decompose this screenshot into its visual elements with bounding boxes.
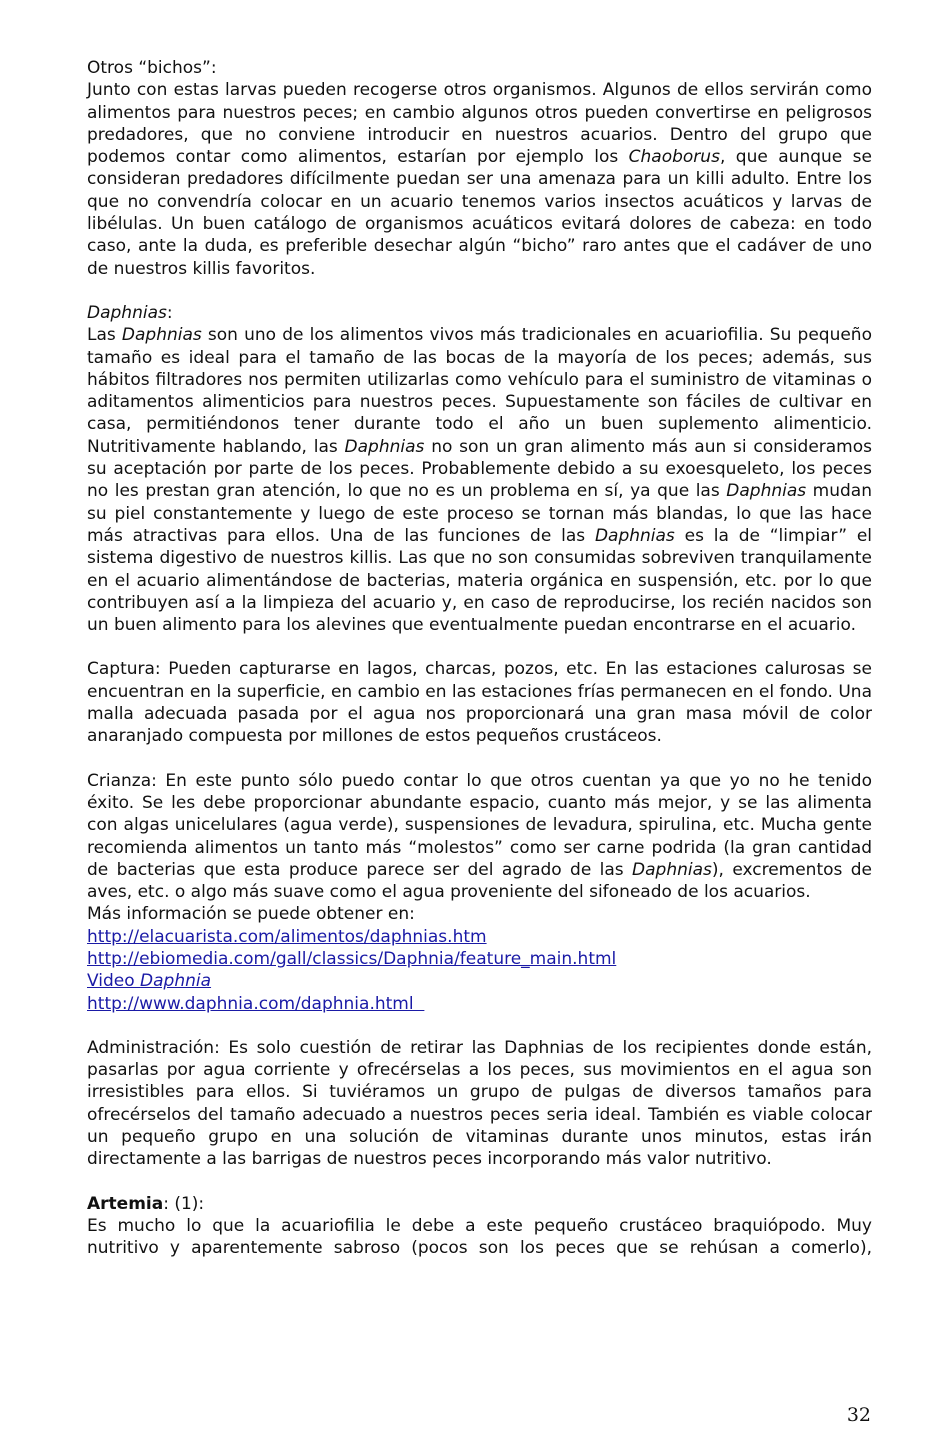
italic-term: Daphnias	[87, 302, 167, 323]
text-run: mudan su piel constantemente y luego de este proceso se tornan más blandas, lo que las hace más atractivas para ellos. Una de las funciones de las	[87, 481, 872, 546]
spacer	[87, 280, 872, 302]
section-heading-otros-bichos	[87, 57, 872, 79]
text-run: no son un gran alimento más aun si consideramos su aceptación por parte de los peces. Probablemente debido a su exoesqueleto, los peces no les prestan gran atención, lo que no es un problema en sí, ya que las	[87, 436, 873, 502]
italic-term: Daphnias	[121, 325, 202, 346]
bold-term: Artemia	[87, 1193, 164, 1214]
text-run: Administración: Es solo cuestión de retirar las Daphnias de los recipientes donde están, pasarlas por agua corriente y ofrecérselas a los peces, sus movimientos en el agua son irresistibles para ellos. Si tuviéramos un grupo de pulgas de diversos tamaños para ofrecérselos del tamaño adecuado a nuestros peces seria ideal. También es viable colocar un pequeño grupo en una solución de vitaminas durante unos minutos, estas irán directamente a las barrigas de nuestros peces incorporando más valor nutritivo.	[87, 1037, 872, 1170]
text-run: Es mucho lo que la acuariofilia le debe a este pequeño crustáceo braquiópodo. Muy nutritivo y aparentemente sabroso (pocos son los peces que se rehúsan a comerlo),	[87, 1215, 872, 1259]
link-daphnia-com[interactable]: http://www.daphnia.com/daphnia.html	[87, 993, 425, 1014]
italic-term: Chaoborus	[628, 147, 720, 168]
italic-term: Daphnias	[594, 525, 675, 546]
heading-text: Otros “bichos”:	[87, 58, 217, 78]
text-run: Captura: Pueden capturarse en lagos, charcas, pozos, etc. En las estaciones calurosas se encuentran en la superficie, en cambio en las estaciones frías permanecen en el fondo. Una malla adecuada pasada por el agua nos proporcionará una gran masa móvil de color anaranjado compuesta por millones de estos pequeños crustáceos.	[87, 659, 872, 747]
paragraph-crianza	[87, 770, 872, 904]
link-italic-text: Daphnia	[140, 971, 212, 992]
page-number: 32	[846, 1404, 871, 1426]
paragraph-administracion	[87, 1037, 872, 1171]
text-run: Crianza: En este punto sólo puedo contar lo que otros cuentan ya que yo no he tenido éxito. Se les debe proporcionar abundante espacio, cuanto más mejor, y se las alimenta con algas unicelulares (agua verde), suspensiones de levadura, spirulina, etc. Mucha gente recomienda alimentos un tanto más “molestos” como ser carne podrida (la gran cantidad de bacterias que esta produce parece ser del agrado de las	[87, 770, 872, 880]
page-body	[87, 57, 872, 1260]
text-run: , que aunque se consideran predadores difícilmente puedan ser una amenaza para un killi adulto. Entre los que no convendría colocar en un acuario tenemos varios insectos acuáticos y larvas de libélulas. Un buen catálogo de organismos acuáticos evitará dolores de cabeza: en todo caso, ante la duda, es preferible desechar algún “bicho” raro antes que el cadáver de uno de nuestros killis favoritos.	[87, 147, 872, 279]
text-run: Junto con estas larvas pueden recogerse otros organismos. Algunos de ellos servirán como alimentos para nuestros peces; en cambio algunos otros pueden convertirse en peligrosos predadores, que no conviene introducir en nuestros acuarios. Dentro del grupo que podemos contar como alimentos, estarían por ejemplo los	[87, 80, 872, 168]
link-ebiomedia[interactable]: http://ebiomedia.com/gall/classics/Daphnia/feature_main.html	[87, 948, 617, 969]
spacer	[87, 748, 872, 770]
spacer	[87, 1015, 872, 1037]
italic-term: Daphnias	[726, 481, 807, 502]
text-run: es la de “limpiar” el sistema digestivo de nuestros killis. Las que no son consumidas sobreviven tranquilamente en el acuario alimentándose de bacterias, materia orgánica en suspensión, etc. por lo que contribuyen así a la limpieza del acuario y, en caso de reproducirse, los recién nacidos son un buen alimento para los alevines que eventualmente puedan encontrarse en el acuario.	[87, 525, 873, 636]
link-text: Video	[87, 971, 141, 992]
paragraph-otros-bichos	[87, 79, 872, 280]
text-run: Las	[87, 325, 122, 346]
section-heading-daphnias	[87, 302, 872, 324]
text-run: :	[166, 302, 173, 323]
paragraph-captura	[87, 658, 872, 747]
text-run: son uno de los alimentos vivos más tradicionales en acuariofilia. Su pequeño tamaño es ideal para el tamaño de las bocas de la mayoría de los peces; además, sus hábitos filtradores nos permiten utilizarlas como vehículo para el suministro de vitaminas o aditamentos alimenticios para nuestros peces. Supuestamente son fáciles de cultivar en casa, permitiéndonos tener durante todo el año un buen suplemento alimenticio. Nutritivamente hablando, las	[87, 325, 872, 457]
text-run: Más información se puede obtener en:	[87, 904, 415, 925]
spacer	[87, 636, 872, 658]
spacer	[87, 1171, 872, 1193]
italic-term: Daphnias	[632, 859, 712, 880]
text-run: ), excrementos de aves, etc. o algo más suave como el agua proveniente del sifoneado de los acuarios.	[87, 859, 872, 903]
text-run: : (1):	[163, 1193, 205, 1214]
more-info-line	[87, 903, 872, 925]
paragraph-daphnias	[87, 324, 872, 636]
link-elacuarista[interactable]: http://elacuarista.com/alimentos/daphnias.htm	[87, 926, 487, 947]
section-heading-artemia	[87, 1193, 872, 1215]
italic-term: Daphnias	[344, 436, 425, 457]
paragraph-artemia	[87, 1215, 872, 1260]
link-video-daphnia[interactable]	[87, 970, 872, 992]
